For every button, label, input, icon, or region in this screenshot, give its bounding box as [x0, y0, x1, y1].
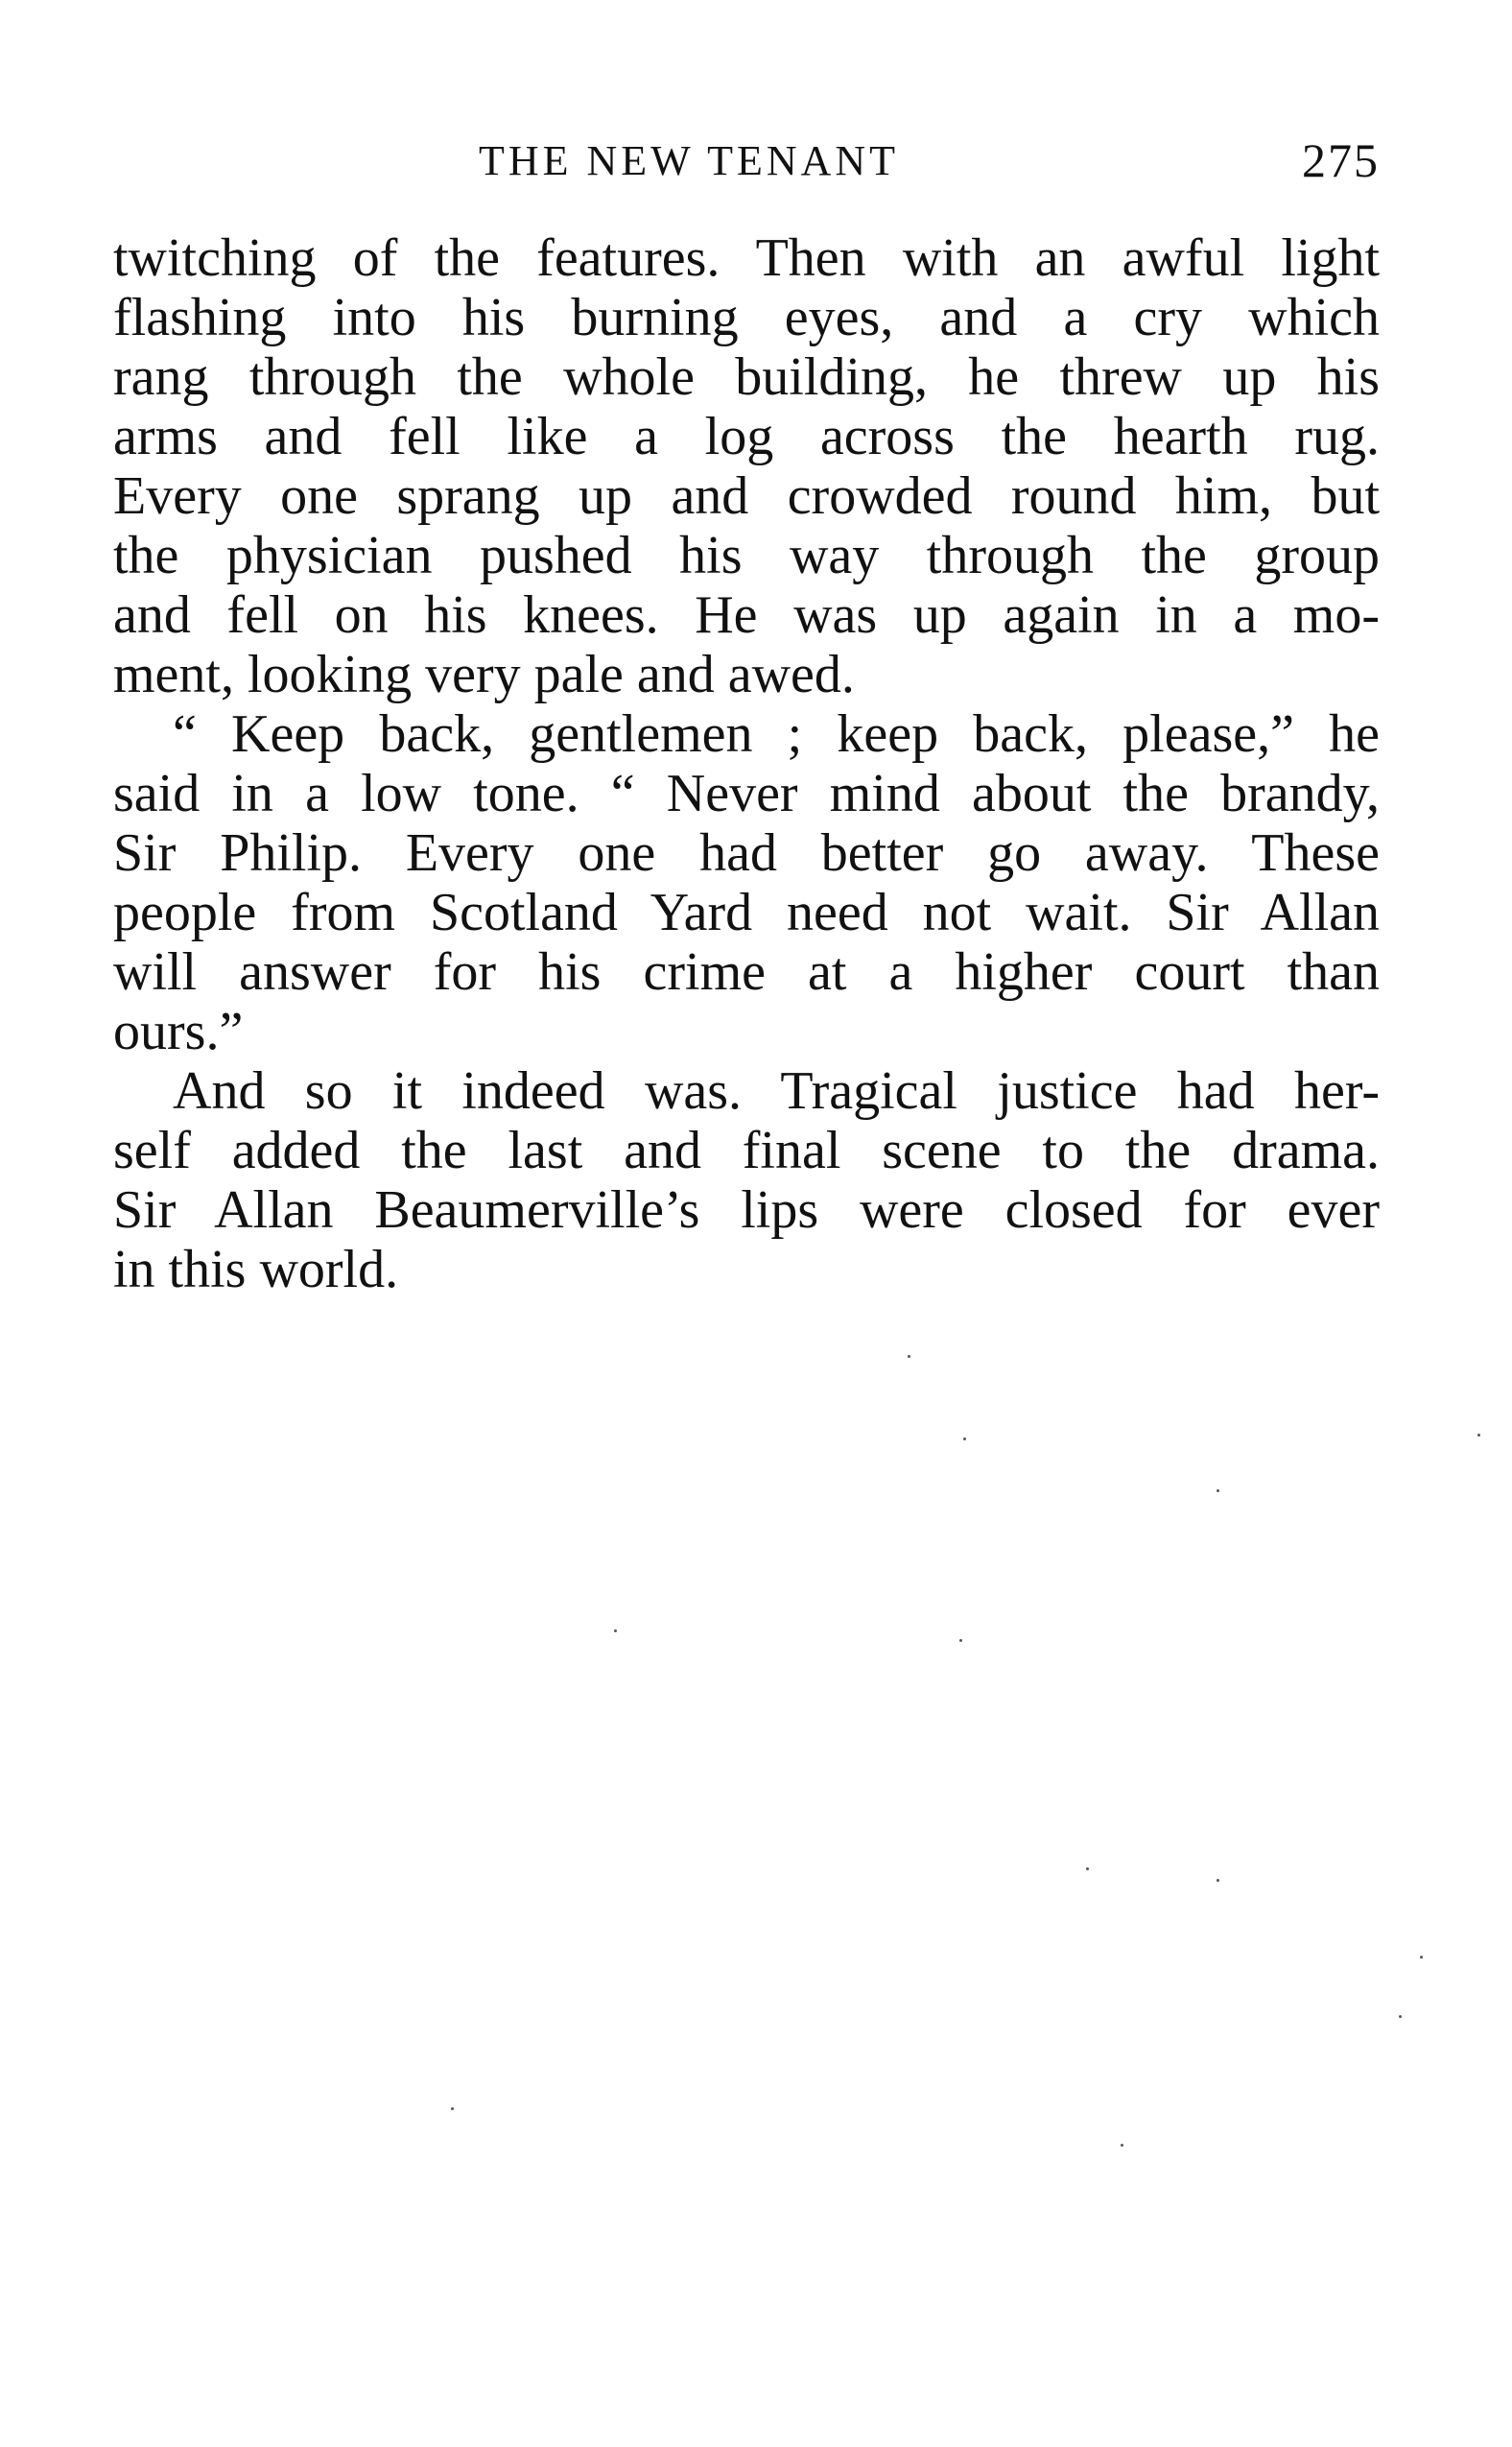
scan-speck — [908, 1355, 910, 1358]
scan-speck — [1121, 2144, 1123, 2147]
scan-speck — [614, 1629, 617, 1632]
text-line: in this world. — [113, 1240, 399, 1299]
text-line: “ Keep back, gentlemen ; keep back, please,” he — [173, 704, 1380, 764]
scan-speck — [963, 1437, 966, 1440]
text-line: self added the last and final scene to the drama. — [113, 1121, 1380, 1180]
text-line: flashing into his burning eyes, and a cry which — [113, 288, 1380, 347]
text-line: Sir Philip. Every one had better go away. These — [113, 823, 1380, 883]
text-line: will answer for his crime at a higher court than — [113, 942, 1380, 1002]
text-line: And so it indeed was. Tragical justice had her- — [173, 1061, 1380, 1121]
scan-speck — [1399, 2015, 1402, 2018]
text-line: arms and fell like a log across the hearth rug. — [113, 407, 1380, 466]
scan-speck — [1420, 1956, 1423, 1959]
text-line: the physician pushed his way through the group — [113, 526, 1380, 585]
text-line: rang through the whole building, he threw up his — [113, 347, 1380, 407]
scan-speck — [959, 1639, 962, 1642]
scan-speck — [1477, 1434, 1480, 1437]
page-number: 275 — [1302, 133, 1380, 187]
text-line: ment, looking very pale and awed. — [113, 645, 855, 704]
text-line: and fell on his knees. He was up again in a mo- — [113, 585, 1380, 645]
text-line: people from Scotland Yard need not wait. Sir Allan — [113, 883, 1380, 942]
scan-speck — [451, 2107, 454, 2110]
text-line: Sir Allan Beaumerville’s lips were closed for ever — [113, 1180, 1380, 1240]
running-title: THE NEW TENANT — [478, 137, 900, 184]
scan-speck — [1217, 1489, 1219, 1492]
paragraph-1 — [113, 228, 1380, 704]
running-head — [113, 132, 1380, 190]
paragraph-3 — [113, 1061, 1380, 1299]
scan-speck — [1086, 1867, 1089, 1870]
text-line: said in a low tone. “ Never mind about the brandy, — [113, 764, 1380, 823]
paragraph-2 — [113, 704, 1380, 1061]
scan-speck — [1217, 1879, 1219, 1882]
text-line: Every one sprang up and crowded round him, but — [113, 466, 1380, 526]
text-line: ours.” — [113, 1002, 244, 1061]
text-line: twitching of the features. Then with an awful light — [113, 228, 1380, 288]
body-text — [113, 228, 1380, 1299]
